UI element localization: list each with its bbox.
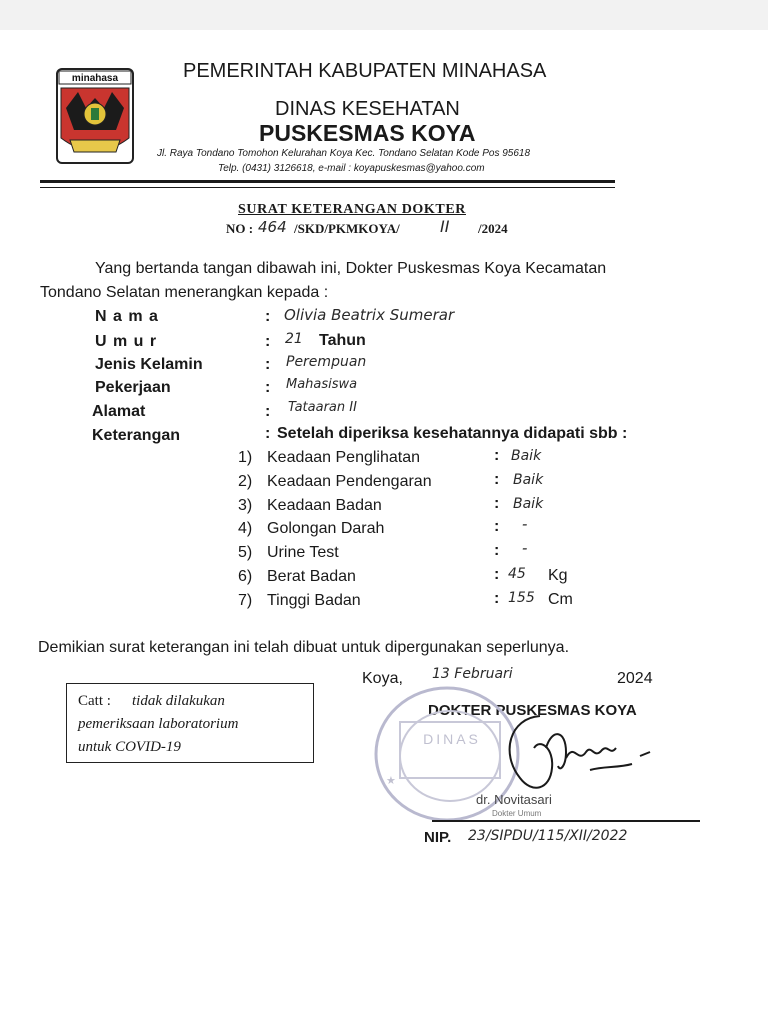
- exam-colon: :: [494, 566, 500, 583]
- header-government: PEMERINTAH KABUPATEN MINAHASA: [183, 60, 547, 82]
- exam-label-body: Keadaan Badan: [267, 497, 382, 514]
- exam-number: 3): [238, 497, 253, 514]
- field-value-remarks: Setelah diperiksa kesehatannya didapati sbb :: [277, 425, 628, 442]
- signature-role: DOKTER PUSKESMAS KOYA: [428, 702, 637, 719]
- field-label-age: U m u r: [95, 333, 158, 350]
- stamp-text: DINAS: [423, 731, 481, 747]
- svg-text:★: ★: [386, 775, 396, 787]
- field-label-occupation: Pekerjaan: [95, 379, 171, 396]
- document-number-year: /2024: [478, 221, 508, 236]
- exam-number: 5): [238, 544, 253, 561]
- header-institution: PUSKESMAS KOYA: [259, 120, 476, 146]
- field-value-occupation: Mahasiswa: [286, 377, 358, 392]
- exam-label-hearing: Keadaan Pendengaran: [267, 473, 432, 490]
- exam-colon: :: [494, 495, 500, 512]
- exam-label-blood-type: Golongan Darah: [267, 520, 385, 537]
- signature-line: [432, 820, 700, 822]
- field-colon: :: [265, 425, 271, 442]
- exam-label-weight: Berat Badan: [267, 568, 356, 585]
- header-address: Jl. Raya Tondano Tomohon Kelurahan Koya Kec. Tondano Selatan Kode Pos 95618: [157, 148, 531, 159]
- exam-value-body: Baik: [513, 496, 544, 512]
- exam-colon: :: [494, 518, 500, 535]
- exam-value-blood-type: -: [522, 515, 528, 533]
- doctor-title: Dokter Umum: [492, 809, 542, 818]
- field-value-gender: Perempuan: [286, 354, 367, 370]
- note-line-1: tidak dilakukan: [132, 693, 225, 709]
- field-colon: :: [265, 356, 271, 373]
- svg-text:minahasa: minahasa: [71, 73, 119, 84]
- exam-number: 6): [238, 568, 253, 585]
- exam-colon: :: [494, 447, 500, 464]
- exam-label-urine: Urine Test: [267, 544, 339, 561]
- field-label-name: N a m a: [95, 308, 159, 325]
- nip-label: NIP.: [424, 829, 452, 846]
- closing-statement: Demikian surat keterangan ini telah dibuat untuk dipergunakan seperlunya.: [38, 639, 570, 656]
- exam-colon: :: [494, 542, 500, 559]
- lab-note-box: [66, 683, 314, 763]
- field-colon: :: [265, 333, 271, 350]
- note-line-3: untuk COVID-19: [78, 739, 181, 755]
- document-number-handwritten: 464: [258, 218, 287, 236]
- document-title: SURAT KETERANGAN DOKTER: [238, 202, 466, 217]
- exam-number: 1): [238, 449, 253, 466]
- exam-unit-height: Cm: [548, 591, 573, 608]
- note-line-2: pemeriksaan laboratorium: [78, 716, 239, 732]
- signature-place: Koya,: [362, 670, 403, 687]
- nip-value: 23/SIPDU/115/XII/2022: [468, 828, 628, 844]
- field-value-age: 21: [285, 331, 303, 347]
- field-age-unit: Tahun: [319, 332, 366, 349]
- signature-date: 13 Februari: [432, 666, 513, 682]
- scan-top-band: [0, 0, 768, 30]
- exam-unit-weight: Kg: [548, 567, 568, 584]
- header-contact: Telp. (0431) 3126618, e-mail : koyapuskesmas@yahoo.com: [218, 163, 485, 174]
- exam-value-weight: 45: [508, 566, 526, 582]
- document-number-month: II: [440, 217, 450, 236]
- exam-colon: :: [494, 590, 500, 607]
- field-label-gender: Jenis Kelamin: [95, 356, 203, 373]
- header-department: DINAS KESEHATAN: [275, 98, 460, 120]
- intro-line-1: Yang bertanda tangan dibawah ini, Dokter Puskesmas Koya Kecamatan: [95, 260, 607, 277]
- doctor-signature: [470, 708, 660, 803]
- field-label-address: Alamat: [92, 403, 146, 420]
- exam-value-hearing: Baik: [513, 472, 544, 488]
- exam-value-vision: Baik: [511, 448, 542, 464]
- minahasa-logo: [56, 68, 134, 164]
- exam-value-height: 155: [508, 590, 535, 606]
- exam-label-vision: Keadaan Penglihatan: [267, 449, 421, 466]
- intro-line-2: Tondano Selatan menerangkan kepada :: [40, 284, 329, 301]
- header-rule-thick: [40, 180, 615, 183]
- exam-colon: :: [494, 471, 500, 488]
- header-rule-thin: [40, 187, 615, 188]
- exam-number: 4): [238, 520, 253, 537]
- document-number-code: /SKD/PKMKOYA/: [294, 221, 400, 236]
- exam-number: 2): [238, 473, 253, 490]
- field-colon: :: [265, 308, 271, 325]
- exam-label-height: Tinggi Badan: [267, 592, 361, 609]
- exam-value-urine: -: [522, 539, 528, 557]
- field-colon: :: [265, 379, 271, 396]
- exam-number: 7): [238, 592, 253, 609]
- doctor-name: dr. Novitasari: [476, 792, 552, 807]
- field-colon: :: [265, 403, 271, 420]
- field-label-remarks: Keterangan: [92, 427, 181, 444]
- field-value-name: Olivia Beatrix Sumerar: [284, 306, 455, 324]
- field-value-address: Tataaran II: [288, 400, 357, 415]
- signature-year: 2024: [617, 670, 653, 687]
- document-number-label: NO :: [226, 221, 254, 236]
- note-prefix: Catt :: [78, 693, 111, 709]
